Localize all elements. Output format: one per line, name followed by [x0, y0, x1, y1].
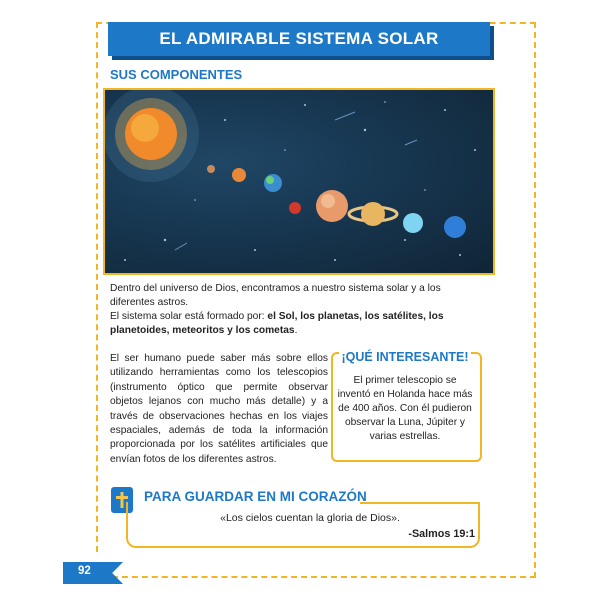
telescope-paragraph: El ser humano puede saber más sobre ellos utilizando herramientas como los telescopios (instrumento óptico que permite observar objetos lejanos con mucho más detalle) y a través de observaciones hechas en los viajes espaciales, además de toda la información proporcionada por los satélites artificiales que envían fotos de los diferentes astros. [110, 353, 328, 465]
solar-system-illustration [103, 88, 495, 275]
bible-quote: «Los cielos cuentan la gloria de Dios». [220, 512, 400, 524]
fact-box-heading: ¡QUÉ INTERESANTE! [339, 350, 471, 364]
section-subtitle: SUS COMPONENTES [110, 67, 243, 82]
heart-section-frame [126, 502, 480, 548]
intro-line-2-suffix: . [294, 325, 298, 336]
solar-system-svg [105, 90, 493, 273]
bible-reference: -Salmos 19:1 [408, 528, 475, 540]
page-title: EL ADMIRABLE SISTEMA SOLAR [108, 22, 490, 56]
components-list: el Sol, los planetas, los satélites, los planetoides, meteoritos y los cometas [110, 311, 444, 336]
page-frame-bottom [112, 576, 536, 578]
intro-paragraph [110, 282, 485, 338]
intro-line-1: Dentro del universo de Dios, encontramos a nuestro sistema solar y a los diferentes astros. [110, 283, 441, 308]
intro-line-2-prefix: El sistema solar está formado por: [110, 311, 268, 322]
page-frame-left [96, 22, 98, 552]
page-frame-right [534, 22, 536, 578]
page-number-tab [63, 562, 123, 584]
fact-box-text: El primer telescopio se inventó en Holanda hace más de 400 años. Con él pudieron observar la Luna, Júpiter y varias estrellas. [337, 375, 473, 442]
heart-section-title: PARA GUARDAR EN MI CORAZÓN [144, 489, 367, 504]
page-number: 92 [78, 565, 91, 577]
heart-section-frame-top [360, 502, 478, 504]
